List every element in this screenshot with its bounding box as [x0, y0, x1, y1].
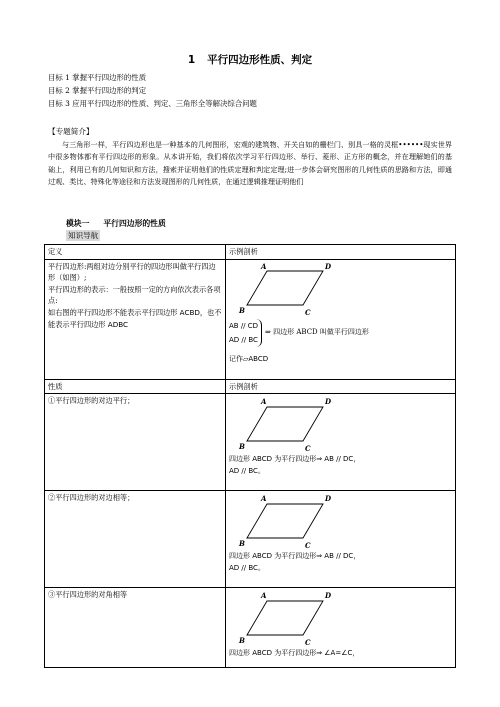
- vertex-d-label: D: [325, 397, 332, 407]
- vertex-b-label: B: [239, 442, 245, 452]
- condition-ad-bc: AD // BC: [229, 335, 258, 344]
- definition-line: 平行四边形:两组对边分别平行的四边形叫做平行四边形（如图）;: [48, 261, 216, 283]
- definition-condition: [229, 319, 452, 347]
- header-definition: 定义: [45, 245, 226, 260]
- header-property: 性质: [45, 379, 226, 394]
- condition-result: ⇒ 四边形 ABCD 叫做平行四边形: [265, 327, 369, 336]
- property-row-1: [45, 394, 456, 491]
- vertex-d-label: D: [325, 261, 332, 271]
- parallelogram-figure-2: [229, 492, 339, 550]
- definition-example-cell: [226, 259, 456, 379]
- property-caption-2b: AD // BC。: [229, 564, 265, 573]
- parallelogram-figure: [229, 261, 339, 317]
- vertex-d-label: D: [325, 591, 332, 601]
- knowledge-table: [44, 244, 456, 668]
- header-example-2: 示例剖析: [226, 379, 456, 394]
- vertex-c-label: C: [305, 541, 311, 551]
- module-heading: [66, 218, 166, 229]
- property-example-2: [226, 491, 456, 588]
- parallelogram-figure-1: [229, 395, 339, 453]
- goal-2: 目标 2 掌握平行四边形的判定: [48, 86, 147, 95]
- property-caption-3a: 四边形 ABCD 为平行四边形⇒ ∠A=∠C，: [229, 649, 360, 658]
- definition-cell: [45, 259, 226, 379]
- table-header-row: [45, 245, 456, 260]
- knowledge-nav-label: 知识导航: [68, 231, 99, 240]
- vertex-a-label: A: [261, 397, 267, 407]
- module-name: 平行四边形的性质: [103, 219, 166, 228]
- property-caption-1b: AD // BC。: [229, 467, 265, 476]
- goal-3: 目标 3 应用平行四边形的性质、判定、三角形全等解决综合问题: [48, 99, 257, 108]
- intro-paragraph: 与三角形一样，平行四边形也是一种基本的几何图形，宏观的建筑物、开关自如的栅栏门、别具一格的灵框••••••现实世界中很多物体都有平行四边形的形象。从本讲开始，我们将依次学习平行四边形、举行、菱形、正方形的概念，并在理解她们的基础上，利用已有的几何知识和方法，搜索并证明他们的性质定理和判定定理;进一步体会研究图形的几何性质的思路和方法，即通过观、类比、特殊化等途径和方法发现图形的几何性质，在通过逻辑推理证明他们: [48, 140, 452, 187]
- goal-1: 目标 1 掌握平行四边形的性质: [48, 73, 147, 82]
- notation-note: 记作▱ABCD: [229, 354, 269, 363]
- property-row-3: [45, 588, 456, 668]
- property-label-1: ①平行四边形的对边平行；: [45, 394, 226, 491]
- vertex-c-label: C: [305, 444, 311, 454]
- vertex-b-label: B: [239, 305, 245, 315]
- property-label-2: ②平行四边形的对边相等；: [45, 491, 226, 588]
- property-caption-2a: 四边形 ABCD 为平行四边形⇒ AB // DC，: [229, 552, 361, 561]
- definition-note: 如右图的平行四边形不能表示平行四边形 ACBD，也不能表示平行四边形 ADBC: [48, 307, 222, 329]
- vertex-a-label: A: [261, 591, 267, 601]
- module-label: 模块一: [66, 219, 90, 228]
- definition-notation: 平行四边形的表示：一般按照一定的方向依次表示各项点:: [48, 284, 221, 306]
- intro-heading: 【专题简介】: [48, 127, 94, 136]
- property-example-1: [226, 394, 456, 491]
- vertex-c-label: C: [305, 638, 311, 648]
- page-title: [0, 52, 500, 67]
- table-header-row-2: [45, 379, 456, 394]
- condition-ab-cd: AB // CD: [229, 321, 259, 330]
- section-number: 1: [187, 54, 196, 66]
- vertex-a-label: A: [261, 261, 267, 271]
- section-title: 平行四边形性质、判定: [207, 54, 313, 66]
- header-example: 示例剖析: [226, 245, 456, 260]
- vertex-c-label: C: [305, 307, 311, 317]
- definition-row: [45, 259, 456, 379]
- property-caption-1a: 四边形 ABCD 为平行四边形⇒ AB // DC，: [229, 455, 361, 464]
- vertex-d-label: D: [325, 494, 332, 504]
- vertex-a-label: A: [261, 494, 267, 504]
- property-label-3: ③平行四边形的对角相等: [45, 588, 226, 668]
- property-row-2: [45, 491, 456, 588]
- vertex-b-label: B: [239, 636, 245, 646]
- property-example-3: [226, 588, 456, 668]
- vertex-b-label: B: [239, 539, 245, 549]
- parallelogram-figure-3: [229, 589, 339, 647]
